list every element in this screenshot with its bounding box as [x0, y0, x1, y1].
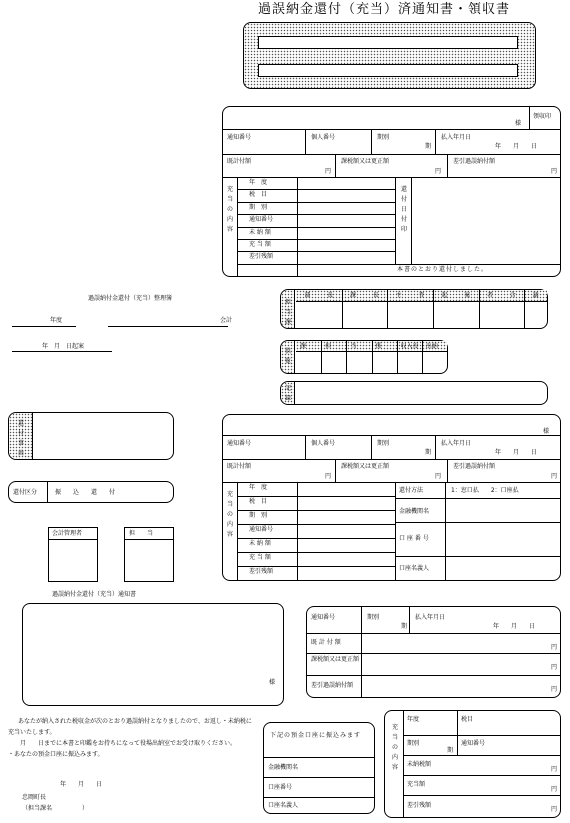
footer-note: 本書のとおり還付しました。 [397, 266, 489, 273]
deposit-date-value: 年 月 日 [495, 143, 538, 150]
side-label-content: 充当の内容 [226, 491, 233, 538]
ledger-accounting: 会計 [220, 317, 233, 324]
content-row-label: 未 納 額 [249, 228, 271, 236]
yen-unit: 円 [325, 473, 332, 480]
approval-header: 主 [395, 292, 402, 299]
stamp-header: 課 [300, 343, 307, 350]
approval-header: 案 [464, 292, 471, 299]
content-row-label: 充 当 額 [249, 241, 271, 248]
honorific: 様 [515, 120, 522, 127]
bank-heading: 下記の預金口座に振込みます [270, 732, 362, 739]
applied-label: 充当額 [407, 781, 426, 788]
ledger-year: 年度 [50, 317, 63, 324]
address-window [243, 22, 536, 89]
officer-label: 担 当 [129, 530, 154, 537]
approval-header: 起 [441, 292, 448, 299]
ledger-draft-date: 年 月 日起案 [42, 343, 85, 350]
year-label: 年度 [407, 716, 420, 723]
stamp-header: 係 [375, 343, 382, 350]
notice-line: ・あなたの預金口座に振込みます。 [8, 751, 104, 758]
notice-no-label: 通知番号 [227, 440, 252, 447]
deposit-date-value: 年 月 日 [495, 449, 538, 456]
tax-label: 税目 [461, 716, 474, 723]
personal-no-label: 個人番号 [311, 440, 336, 447]
content-row-label: 充 当 額 [249, 554, 271, 561]
refund-category [8, 481, 174, 503]
stamp-side-label: 供覧 [284, 348, 291, 365]
holder-label: 口座名義人 [399, 565, 430, 572]
account-no-label: 口座番号 [268, 784, 293, 791]
period-label: 期別 [367, 614, 380, 621]
yen-unit: 円 [551, 644, 558, 651]
approval-table [280, 289, 548, 329]
bank-label: 金融機関名 [268, 764, 299, 771]
diff-label: 差引過誤納付額 [311, 682, 354, 689]
refund-receipt-form [222, 106, 561, 277]
account-no-label: 口 座 番 号 [399, 535, 429, 542]
content-row-label: 期 別 [249, 512, 268, 519]
approval-header: 者 [486, 292, 493, 299]
method-label: 還付方法 [399, 487, 424, 494]
unpaid-label: 未納税額 [407, 761, 432, 768]
period-unit: 期 [425, 449, 432, 456]
approval-header: 合 [509, 292, 516, 299]
notice-no-label: 通知番号 [311, 614, 336, 621]
side-label-content: 充当の内容 [226, 186, 233, 233]
deposit-date-value: 年 月 日 [493, 623, 536, 630]
content-row-label: 税 目 [249, 191, 268, 199]
period-label: 期別 [407, 740, 420, 747]
content-row-label: 期 別 [249, 203, 268, 211]
diff-refund-label: 差引過誤納付額 [453, 463, 496, 470]
method-value: 1：窓口払 2：口座払 [451, 487, 519, 494]
refund-stamp-label: 還付日付印 [400, 186, 407, 233]
reduced-label: 課税額又は更正額 [311, 656, 360, 663]
yen-unit: 円 [551, 766, 558, 773]
period-unit: 期 [401, 623, 408, 630]
stamp-header: 当 [350, 343, 357, 350]
approval-side-label: 担当課 [284, 299, 291, 326]
content-row-label: 差引残額 [249, 568, 274, 575]
yen-unit: 円 [551, 168, 558, 175]
stamp-header: 収入役 [400, 343, 419, 350]
notice-address-box[interactable] [22, 603, 284, 706]
applied-content-table [384, 710, 561, 818]
approval-header: 議 [532, 292, 539, 299]
honorific: 様 [269, 679, 276, 686]
confirmed-label: 既 計 付 額 [311, 639, 341, 646]
reason-side-label: 還付事由 [17, 420, 24, 457]
period-label: 期別 [377, 440, 390, 447]
confirmed-tax-label: 既計付額 [227, 463, 252, 470]
yen-unit: 円 [551, 473, 558, 480]
confirmed-tax-label: 既計付額 [227, 158, 252, 165]
yen-unit: 円 [435, 473, 442, 480]
yen-unit: 円 [551, 786, 558, 793]
receipt-stamp-label: 領収印 [533, 113, 552, 120]
approval-header: 長 [327, 292, 334, 299]
reduced-tax-label: 課税額又は更正額 [341, 463, 390, 470]
address-line-1[interactable] [258, 36, 518, 49]
staff-label: （担当課名 ） [22, 805, 89, 812]
approval-header: 課 [350, 292, 357, 299]
notice-body [8, 716, 254, 760]
yen-unit: 円 [551, 806, 558, 813]
side-label-content: 充当の内容 [391, 724, 398, 771]
officer-box-staff[interactable] [124, 527, 174, 582]
notice-no-label: 通知番号 [227, 134, 252, 141]
content-row-label: 年 度 [249, 179, 268, 186]
period-unit: 期 [425, 143, 432, 150]
yen-unit: 円 [551, 686, 558, 693]
approval-header: 長 [372, 292, 379, 299]
second-form [222, 414, 561, 581]
yen-unit: 円 [435, 168, 442, 175]
bank-label: 金融機関名 [399, 508, 430, 515]
period-unit: 期 [447, 747, 454, 754]
content-row-label: 通知番号 [249, 216, 274, 224]
content-row-label: 未 納 額 [249, 540, 271, 547]
remain-label: 差引残額 [407, 802, 432, 809]
content-row-label: 差引残額 [249, 253, 274, 261]
officer-label: 会計管理者 [52, 530, 83, 537]
notice-line: 月 日までに本書と印鑑をお持ちになって役場出納室でお受け取りください。 [8, 740, 237, 747]
notice-title: 過誤納付金還付（充当）通知書 [52, 591, 137, 598]
stamp-table [280, 340, 448, 374]
notice-amount-table [306, 606, 561, 698]
address-line-2[interactable] [258, 64, 518, 77]
notice-line: あなたが納入された税収金が次のとおり過誤納付となりましたので、お返し・未納税に充当いたします。 [8, 718, 252, 736]
content-row-label: 年 度 [249, 484, 268, 491]
reduced-tax-label: 課税額又は更正額 [341, 158, 390, 165]
stamp-header: 出納 [425, 343, 438, 350]
refund-category-label: 還付区分 [13, 489, 38, 496]
deposit-date-label: 払入年月日 [441, 440, 472, 447]
personal-no-label: 個人番号 [311, 134, 336, 141]
page-title: 過誤納金還付（充当）済通知書・領収書 [258, 2, 511, 17]
diff-refund-label: 差引過誤納付額 [453, 158, 496, 165]
deposit-date-label: 払入年月日 [441, 134, 472, 141]
approval-header: 部 [304, 292, 311, 299]
mayor-label: 忠岡町長 [22, 794, 47, 801]
notice-no-label: 通知番号 [461, 740, 486, 747]
yen-unit: 円 [551, 664, 558, 671]
remark-side-label: 記録 [284, 385, 291, 402]
stamp-header: 担 [325, 343, 332, 350]
content-row-label: 通知番号 [249, 526, 274, 533]
officer-box-accounting[interactable] [48, 527, 98, 582]
period-label: 期別 [377, 134, 390, 141]
yen-unit: 円 [325, 168, 332, 175]
holder-label: 口座名義人 [268, 802, 299, 809]
refund-reason-box[interactable] [8, 412, 174, 460]
refund-category-value: 振 込 還 付 [55, 489, 116, 496]
content-row-label: 税 目 [249, 498, 268, 505]
deposit-date-label: 払入年月日 [415, 614, 446, 621]
notice-date: 年 月 日 [60, 781, 103, 788]
remark-box[interactable] [280, 381, 548, 405]
honorific: 様 [543, 428, 550, 435]
approval-header: 査 [418, 292, 425, 299]
bank-transfer-box [263, 722, 375, 814]
ledger-title: 過誤納付金還付（充当）整理簿 [88, 295, 173, 302]
